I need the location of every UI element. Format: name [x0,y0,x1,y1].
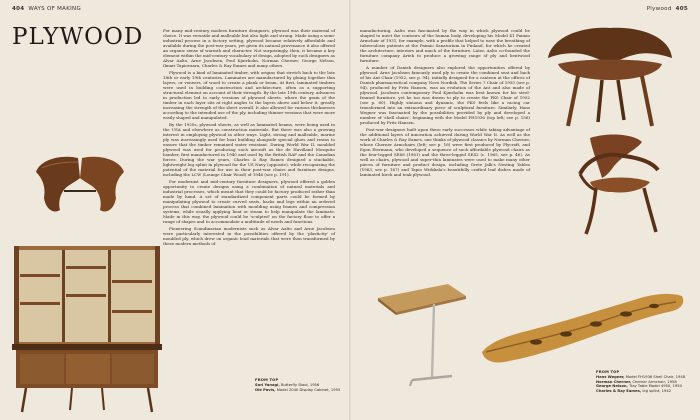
left-section-title: WAYS OF MAKING [28,6,82,12]
cherner-leg [644,188,656,232]
splint-cutout [560,331,572,336]
stool-left-wing [36,157,80,212]
paragraph: For many mid-century modern furniture designers, plywood was their material of choice. It was versatile and malleable but also light and strong. Made using a semi-industrial process in a factory setting, plywood became relatively affordable and available during the post-war years, yet given its natural provenance it also offered an organic sense of warmth and character. Not surprisingly, then, it became a key element within the mid-century vocabulary of design, adopted by such designers as Alvar Aalto, Arne Jacobsen, Poul Kjærholm, Norman Cherner, George Nelson, Ilmari Tapiovaara, Charles & Ray Eames and many others. [163,28,335,69]
left-page-number: 404 [12,6,25,12]
leg-splint-photo [476,286,690,366]
chair-leg [618,80,624,120]
cabinet-leg [70,388,72,410]
cabinet-shelf [20,302,60,305]
chair-shell-back [548,28,672,62]
paragraph: For modernist and mid-century furniture designers, plywood offered a golden opportunity to create designs using a combination of natural materials and industrial processes, which meant that they could be factory produced rather than made by hand. A set of standardized component parts could be formed by manipulating plywood to create curved seats, backs and legs within an ordered process that combined lamination with moulding using frames and compression systems, while usually applying heat or steam to help manipulate the laminate. Made in this way, the plywood could be 'sculpted' on the factory floor to offer a range of shapes and to accommodate a multitude of needs and functions. [163,178,335,225]
cabinet-door [66,354,110,384]
cabinet-shelf [112,310,152,313]
caption-work: Model FH1936 Shell Chair, 1948 [624,374,686,379]
caption-designer: Norman Cherner, [596,379,632,384]
caption-designer: Charles & Ray Eames, [596,389,642,394]
cabinet-shelf [112,280,152,283]
caption-work: leg splint, 1942 [641,389,672,394]
cabinet-door [112,354,154,384]
cabinet-leg [22,388,26,412]
caption-line [255,388,345,393]
paragraph: Plywood is a kind of laminated timber, with origins that stretch back to the late 18th or early 19th centuries. Laminates are manufactured by gluing together thin layers, or veneers, of wood to create a plank or beam. At first, laminated timbers were used in building construction and architecture, often as a supporting structural element on account of their strength. By the late 19th century, advances in production led to early versions of plywood sheets, where the grain of the timber in each layer sits at right angles to the layers above and below it, greatly increasing the strength of the sheet overall. It also allowed for various thicknesses according to the intended use of the ply, including thinner versions that were more easily shaped and manipulated. [163,69,335,121]
cabinet-leg [102,388,104,410]
chair-leg [568,76,578,126]
caption-label: FROM TOP [255,378,279,382]
caption-designer: Sori Yanagi, [255,382,280,387]
caption-work: Butterfly Stool, 1956 [279,382,320,387]
right-text-column [360,28,530,263]
cabinet-leg [148,388,152,412]
cabinet-door [20,354,64,384]
tray-table-photo [374,278,470,394]
caption-designer: Hans Wegner, [596,374,625,379]
paragraph: manufacturing. Aalto was fascinated by the way in which plywood could be shaped to meet the contours of the human body, developing his Model 41 Paimio Armchair of 1931, for example, with a profile that helped to ease the breathing of tuberculosis patients at the Paimio Sanatorium in Finland, for which he created the architecture, interiors and much of the furniture. Later, Aalto co-founded the furniture company Artek to produce a growing range of ply and bentwood furniture. [360,28,530,64]
cabinet-divider [108,250,111,342]
cherner-armchair-photo [568,132,668,236]
cherner-leg [586,188,596,234]
chapter-title: PLYWOOD [12,24,144,50]
display-cabinet-photo [12,244,162,414]
caption-work: Tray Table Model 4950, 1950 [627,384,682,389]
tray-stem [432,304,434,378]
splint-cutout [620,311,632,316]
shell-chair-photo [540,18,680,130]
paragraph: A number of Danish designers also explored the opportunities offered by plywood. Arne Jacobsen famously used ply to create the combined seat and back of his Ant Chair (1952, see p. 94), initially designed for a canteen at the offices of Danish pharmaceutical company Novo Nordisk. The Series 7 Chair of 1955 (see p. 94), produced by Fritz Hansen, was an evolution of the Ant and also made of plywood. Jacobsen contemporary Poul Kjærholm was best known for his steel-framed furniture, yet he too was drawn to ply to create the PK0 Chair of 1952 (see p. 60). Highly sinuous and dynamic, the PK0 feels like a racing car transformed into an extraordinary piece of sculptural furniture. Similarly, Hans Wegner was fascinated by the possibilities provided by ply and developed a number of 'shell chairs', beginning with the Model FH1936 (top left; see p. 156) produced by Fritz Hansen. [360,64,530,126]
tray-base-foot [410,380,412,386]
left-photo-caption [255,378,345,392]
cabinet-side-right [155,246,160,346]
stool-right-wing [80,157,124,212]
cabinet-divider [62,250,65,342]
paragraph: Post-war designers built upon these early successes while taking advantage of the additional layers of innovation achieved during World War II. As well as the work of Charles & Ray Eames, one thinks of plywood classics by Norman Cherner, whose Cherner Armchairs (left; see p. 16) were first produced by Plycraft, and Egon Eiermann, who developed a sequence of such affordable plywood chairs as the four-legged SE68 (1961) and the three-legged SE42 (c. 1965, see p. 46). As well as chairs, plywood and super-thin laminates were used to make many other pieces of furniture and product design, including Grete Jalk's Nesting Tables (1963, see p. 167) and Tapio Wirkkala's beautifully crafted leaf dishes made of laminated birch and teak plywood. [360,126,530,178]
page-gutter [349,0,351,420]
right-running-header [647,6,688,12]
butterfly-stool-photo [30,150,130,220]
chair-leg [642,76,652,126]
cabinet-top [12,344,162,350]
cabinet-shelf [20,274,60,277]
cabinet-side-left [14,246,19,346]
splint-cutout [590,321,602,326]
stool-brass-rod [64,190,96,192]
cherner-seat [590,178,650,193]
caption-work: Cherner Armchair, 1958 [631,379,677,384]
left-running-header [12,6,81,12]
caption-designer: George Nelson, [596,384,628,389]
chair-leg [598,80,602,122]
right-photo-caption [596,370,696,394]
splint-cutout [530,339,542,344]
chair-seat [558,60,662,81]
caption-work: Model 2040 Display Cabinet, 1955 [275,387,341,392]
paragraph: By the 1920s, plywood sheets, as well as laminated beams, were being used in the USA and elsewhere as construction materials. But there was also a growing interest in employing plywood in other ways. Light, strong and malleable, marine ply was increasingly used for boat building alongside special glues and resins to ensure that the timber remained water resistant. During World War II, moulded plywood was used for producing such aircraft as the de Havilland Mosquito bomber, first manufactured in 1940 and used by the British RAF and the Canadian forces. During the war years, Charles & Ray Eames designed a stackable, lightweight leg splint in plywood for the US Navy (opposite), while recognizing the potential of the material for use in their post-war chairs and furniture designs, including the LCW (Lounge Chair Wood) of 1946 (see p. 191). [163,121,335,178]
caption-designer: Ole Pavis, [255,387,276,392]
caption-line [596,389,696,394]
left-text-column [163,28,335,370]
splint-cutout [649,304,659,308]
right-section-title: Plywood [646,6,672,12]
caption-label: FROM TOP [596,370,620,374]
right-page-number: 405 [675,6,688,12]
paragraph: Pioneering Scandinavian modernists such as Alvar Aalto and Arne Jacobsen were particularly interested in the possibilities offered by the 'plasticity' of moulded ply, which drew on organic lead materials that were then transformed by these modern methods of [163,225,335,246]
cabinet-shelf [66,266,106,269]
cabinet-shelf [66,294,106,297]
